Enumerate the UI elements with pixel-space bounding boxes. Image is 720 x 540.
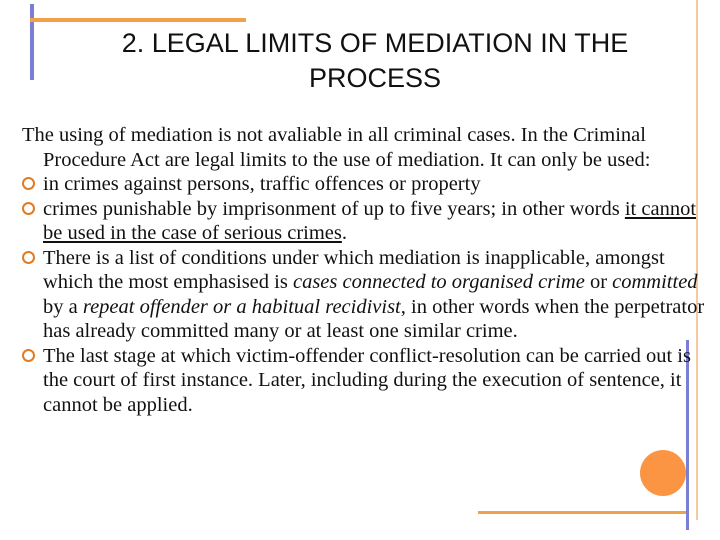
bullet-item-4: [22, 344, 708, 418]
bullet-item-3: [22, 246, 708, 344]
bullet-list: [22, 172, 708, 417]
bullet-text-4: The last stage at which victim-offender conflict-resolution can be carried out is the court of first instance. Later, including during the execution of sentence, it cannot be applied.: [43, 344, 691, 416]
bullet-text-3-italic-recidivist: repeat offender or a habitual recidivist: [82, 295, 401, 318]
decorative-vertical-bar-top: [30, 4, 34, 80]
bullet-text-2: crimes punishable by imprisonment of up to five years; in other words: [43, 197, 625, 220]
decorative-horizontal-bar-top: [30, 18, 246, 22]
bullet-item-2: [22, 197, 708, 246]
slide-title-line-1: 2. LEGAL LIMITS OF MEDIATION IN THE: [121, 28, 629, 58]
bullet-text-3-by-a: by a: [43, 295, 83, 318]
decorative-horizontal-bar-bottom: [478, 511, 686, 514]
slide-body: [22, 123, 708, 417]
bullet-text-3-italic-organised-crime: cases connected to organised crime: [292, 271, 585, 293]
bullet-item-1: [22, 172, 708, 197]
bullet-text-3: There is a list of conditions under which mediation is inapplicable, amongst which the most emphasised is: [43, 246, 665, 293]
bullet-text-3-italic-committed: committed: [612, 271, 698, 293]
bullet-text-2-end: .: [341, 222, 347, 244]
bullet-text-1: in crimes against persons, traffic offences or property: [43, 173, 481, 195]
bullet-circle-icon: [22, 177, 35, 190]
intro-paragraph: The using of mediation is not avaliable in all criminal cases. In the Criminal Procedure Act are legal limits to the use of mediation. It can only be used:: [22, 124, 651, 171]
bullet-text-3-or: or: [584, 271, 613, 293]
decorative-orange-circle: [640, 450, 686, 496]
bullet-text-3-end: , in other words when the perpetrator has already committed many or at least one similar crime.: [43, 295, 705, 342]
bullet-circle-icon: [22, 251, 35, 264]
bullet-circle-icon: [22, 349, 35, 362]
slide-title-line-2: PROCESS: [308, 63, 442, 93]
bullet-circle-icon: [22, 202, 35, 215]
bullet-text-2-underlined: it cannot be used in the case of serious crimes: [43, 197, 697, 244]
slide-title: [40, 26, 710, 96]
